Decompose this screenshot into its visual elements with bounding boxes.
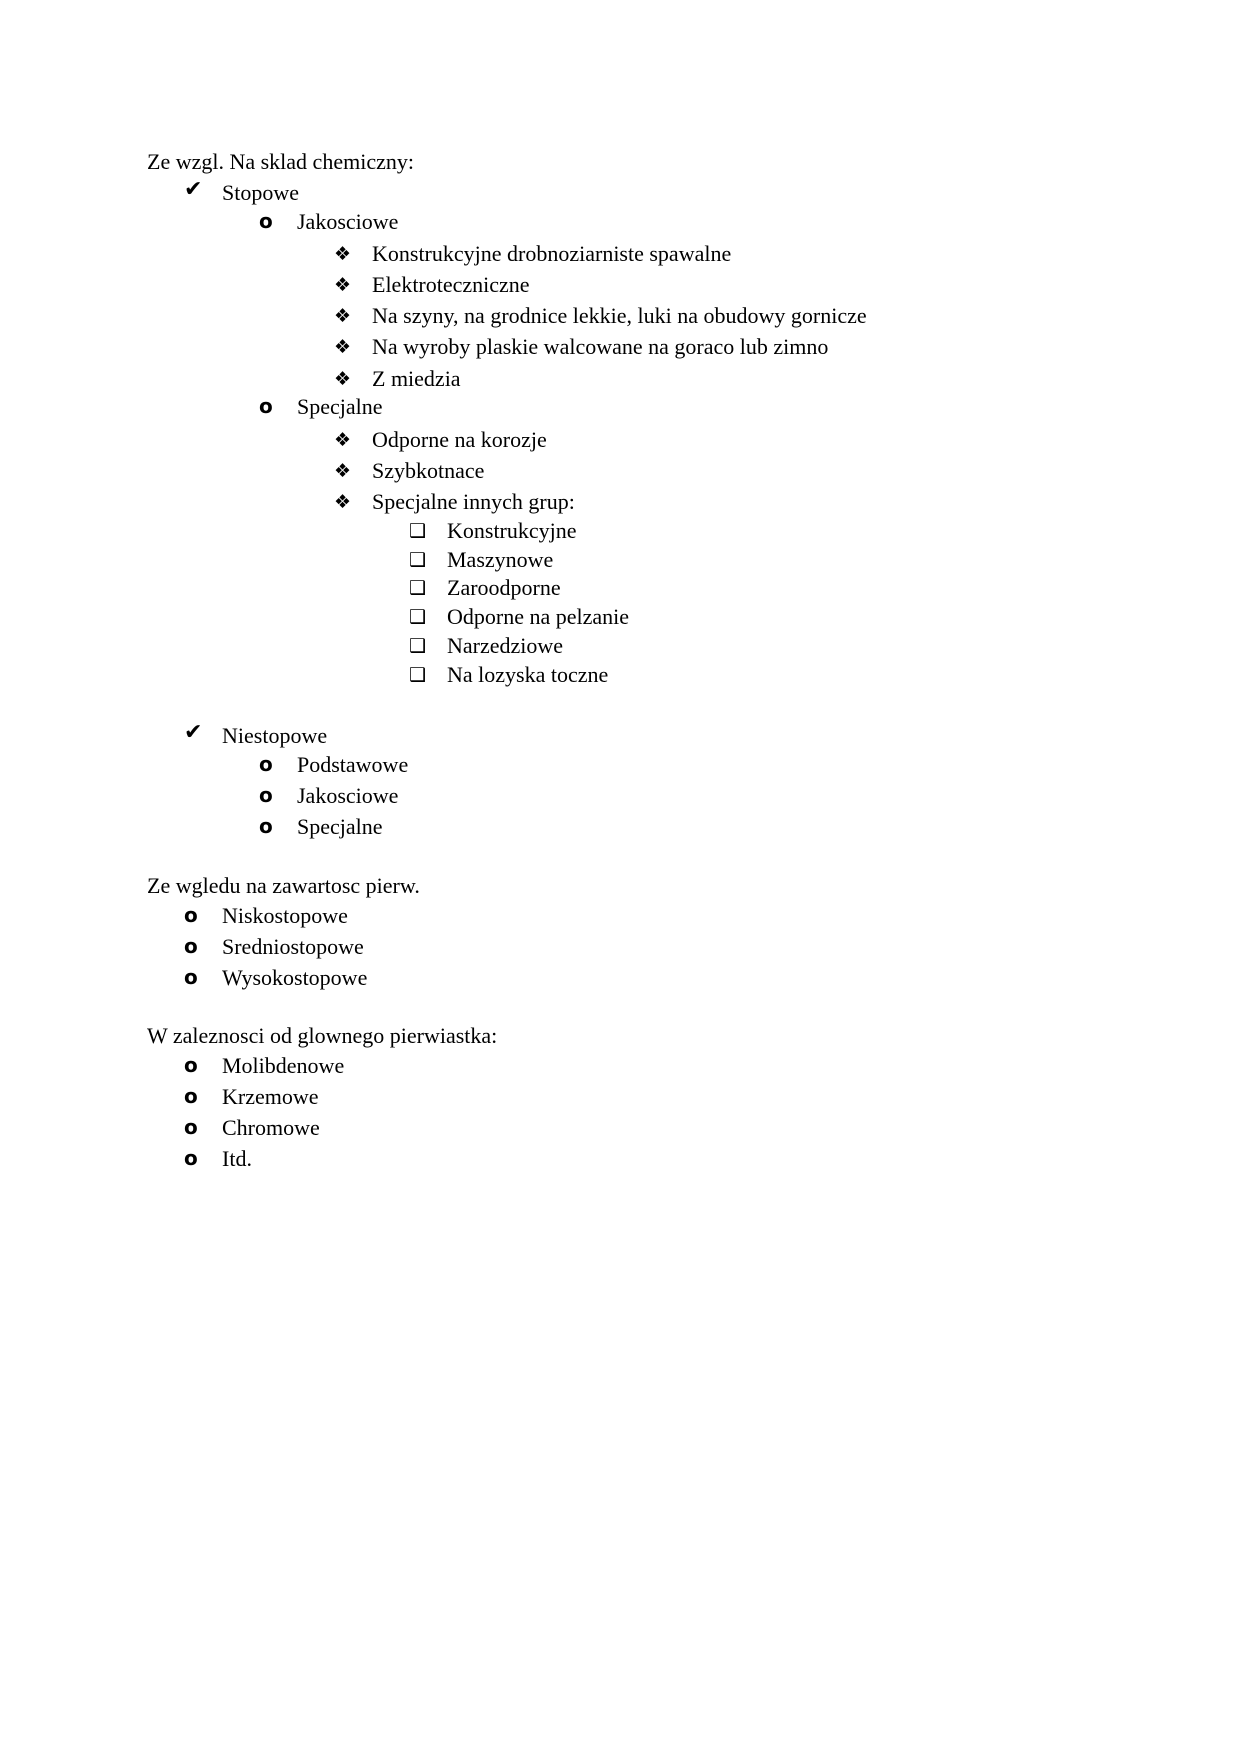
list-item: Na wyroby plaskie walcowane na goraco lub zimno [372, 334, 829, 359]
list-item: Konstrukcyjne [447, 518, 577, 543]
circle-bullet-icon: o [184, 903, 198, 927]
square-bullet-icon: ❑ [409, 606, 427, 628]
list-item: Specjalne [297, 394, 383, 419]
circle-bullet-icon: o [184, 1084, 198, 1108]
diamond-bullet-icon: ❖ [334, 274, 352, 296]
diamond-bullet-icon: ❖ [334, 368, 352, 390]
list-item: Stopowe [222, 180, 299, 205]
diamond-bullet-icon: ❖ [334, 460, 352, 482]
list-item: Chromowe [222, 1115, 320, 1140]
circle-bullet-icon: o [259, 209, 273, 233]
section-heading: Ze wzgl. Na sklad chemiczny: [147, 149, 414, 174]
list-item: Na szyny, na grodnice lekkie, luki na obudowy gornicze [372, 303, 867, 328]
checkmark-icon: ✔ [184, 177, 203, 202]
circle-bullet-icon: o [184, 1053, 198, 1077]
circle-bullet-icon: o [184, 965, 198, 989]
list-item: Itd. [222, 1146, 252, 1171]
circle-bullet-icon: o [259, 814, 273, 838]
list-item: Konstrukcyjne drobnoziarniste spawalne [372, 241, 732, 266]
square-bullet-icon: ❑ [409, 549, 427, 571]
section-heading: Ze wgledu na zawartosc pierw. [147, 873, 420, 898]
diamond-bullet-icon: ❖ [334, 491, 352, 513]
square-bullet-icon: ❑ [409, 520, 427, 542]
diamond-bullet-icon: ❖ [334, 429, 352, 451]
list-item: Z miedzia [372, 366, 461, 391]
list-item: Jakosciowe [297, 209, 399, 234]
list-item: Specjalne [297, 814, 383, 839]
list-item: Szybkotnace [372, 458, 485, 483]
list-item: Molibdenowe [222, 1053, 345, 1078]
list-item: Odporne na pelzanie [447, 604, 630, 629]
list-item: Niskostopowe [222, 903, 348, 928]
diamond-bullet-icon: ❖ [334, 305, 352, 327]
list-item: Elektrotecznicznе [372, 272, 530, 297]
circle-bullet-icon: o [259, 394, 273, 418]
diamond-bullet-icon: ❖ [334, 336, 352, 358]
circle-bullet-icon: o [184, 1146, 198, 1170]
section-heading: W zaleznosci od glownego pierwiastka: [147, 1023, 498, 1048]
checkmark-icon: ✔ [184, 720, 203, 745]
list-item: Wysokostopowe [222, 965, 368, 990]
list-item: Jakosciowe [297, 783, 399, 808]
list-item: Sredniostopowe [222, 934, 364, 959]
list-item: Podstawowe [297, 752, 409, 777]
circle-bullet-icon: o [259, 752, 273, 776]
circle-bullet-icon: o [259, 783, 273, 807]
circle-bullet-icon: o [184, 1115, 198, 1139]
list-item: Odporne na korozje [372, 427, 547, 452]
list-item: Narzedziowe [447, 633, 564, 658]
list-item: Maszynowe [447, 547, 554, 572]
diamond-bullet-icon: ❖ [334, 243, 352, 265]
list-item: Zaroodporne [447, 575, 561, 600]
square-bullet-icon: ❑ [409, 664, 427, 686]
circle-bullet-icon: o [184, 934, 198, 958]
square-bullet-icon: ❑ [409, 635, 427, 657]
list-item: Krzemowe [222, 1084, 319, 1109]
list-item: Niestopowe [222, 723, 328, 748]
list-item: Na lozyska toczne [447, 662, 609, 687]
list-item: Specjalne innych grup: [372, 489, 575, 514]
square-bullet-icon: ❑ [409, 577, 427, 599]
